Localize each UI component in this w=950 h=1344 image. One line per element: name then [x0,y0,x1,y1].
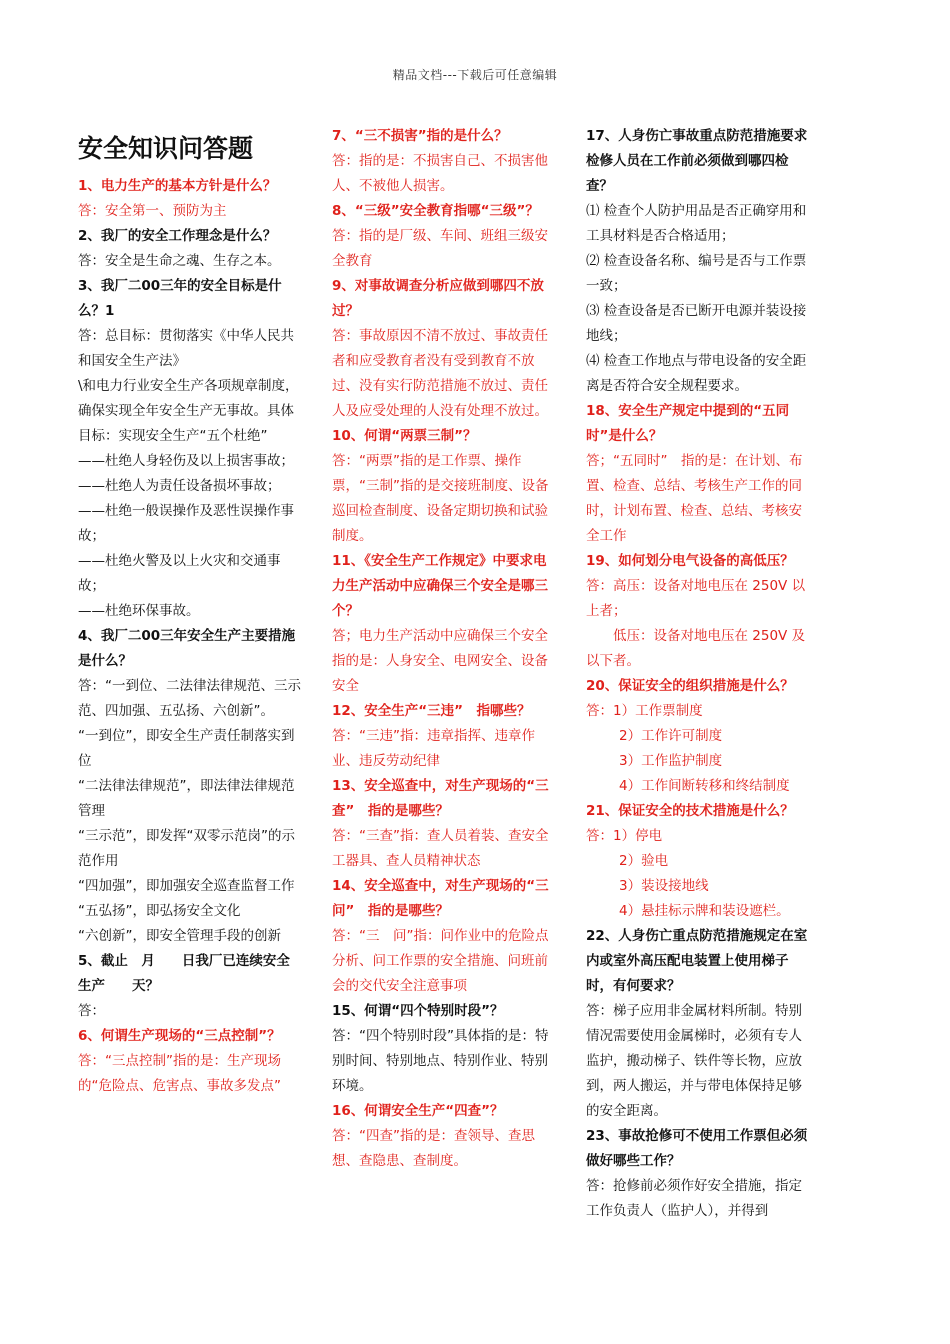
question-text: 3、我厂二00三年的安全目标是什么？1 [78,278,282,319]
question-text: 5、截止 月 日我厂已连续安全生产 天？ [78,953,290,994]
answer-text: “五弘扬”，即弘扬安全文化 [78,903,241,919]
answer-text: “三示范”，即发挥“双零示范岗”的示范作用 [78,828,295,869]
answer-text: 答：“三 问”指：问作业中的危险点分析、问工作票的安全措施、问班前会的交代安全注意事项 [332,928,549,994]
question-text: 18、安全生产规定中提到的“五同时”是什么？ [586,403,790,444]
answer-text: 答；“五同时” 指的是：在计划、布置、检查、总结、考核生产工作的同时，计划布置、检查、总结、考核安全工作 [586,453,803,544]
answer-text: 答：“三违”指：违章指挥、违章作业、违反劳动纪律 [332,728,535,769]
answer-text: 3）装设接地线 [619,878,709,894]
answer-text: 答：梯子应用非金属材料所制。特别情况需要使用金属梯时，必须有专人监护，搬动梯子、铁件等长物，应放到，两人搬运，并与带电体保持足够的安全距离。 [586,1003,802,1119]
answer-text: 答：1）工作票制度 [586,703,703,719]
answer-text: 答：高压：设备对地电压在 250V 以上者； [586,578,806,619]
answer-text: 低压：设备对地电压在 250V 及以下者。 [586,628,806,669]
answer-text: “一到位”，即安全生产责任制落实到位 [78,728,295,769]
answer-text: 4）工作间断转移和终结制度 [619,778,790,794]
question-text: 8、“三级”安全教育指哪“三级”？ [332,203,539,219]
question-text: 23、事故抢修可不使用工作票但必须做好哪些工作？ [586,1128,808,1169]
answer-text: “二法律法律规范”，即法律法律规范管理 [78,778,295,819]
answer-text: ——杜绝火警及以上火灾和交通事故； [78,553,281,594]
question-text: 4、我厂二00三年安全生产主要措施是什么？ [78,628,296,669]
question-text: 13、安全巡查中，对生产现场的“三查” 指的是哪些？ [332,778,549,819]
column-3 [586,124,811,1224]
answer-text: 3）工作监护制度 [619,753,723,769]
question-text: 7、“三不损害”指的是什么？ [332,128,508,144]
answer-text: ——杜绝人为责任设备损坏事故； [78,478,281,494]
question-text: 10、何谓“两票三制”？ [332,428,477,444]
answer-text: 答；电力生产活动中应确保三个安全指的是：人身安全、电网安全、设备安全 [332,628,548,694]
answer-text: ——杜绝人身轻伤及以上损害事故； [78,453,294,469]
answer-text: 答： [78,1003,105,1019]
answer-text: “六创新”，即安全管理手段的创新 [78,928,281,944]
answer-text: 答：指的是厂级、车间、班组三级安全教育 [332,228,548,269]
question-text: 19、如何划分电气设备的高低压？ [586,553,794,569]
document-title: 安全知识问答题 [78,134,254,163]
answer-text: \和电力行业安全生产各项规章制度，确保实现全年安全生产无事故。具体目标：实现安全生产“五个杜绝” [78,378,299,444]
answer-text: 答：“四查”指的是：查领导、查思想、查隐患、查制度。 [332,1128,535,1169]
answer-text: 答：“两票”指的是工作票、操作票，“三制”指的是交接班制度、设备巡回检查制度、设备定期切换和试验制度。 [332,453,549,544]
answer-text: ⑴ 检查个人防护用品是否正确穿用和工具材料是否合格适用； [586,203,807,244]
answer-text: 2）工作许可制度 [619,728,723,744]
question-text: 17、人身伤亡事故重点防范措施要求检修人员在工作前必须做到哪四检查？ [586,128,808,194]
question-text: 15、何谓“四个特别时段”？ [332,1003,504,1019]
page-header: 精品文档---下载后可任意编辑 [392,68,558,82]
question-text: 20、保证安全的组织措施是什么？ [586,678,794,694]
answer-text: 2）验电 [619,853,669,869]
question-text: 22、人身伤亡重点防范措施规定在室内或室外高压配电装置上使用梯子时，有何要求？ [586,928,808,994]
question-text: 21、保证安全的技术措施是什么？ [586,803,794,819]
question-text: 14、安全巡查中，对生产现场的“三问” 指的是哪些？ [332,878,549,919]
column-2 [332,124,557,1174]
answer-text: 答：“四个特别时段”具体指的是：特别时间、特别地点、特别作业、特别环境。 [332,1028,549,1094]
answer-text: ——杜绝环保事故。 [78,603,200,619]
answer-text: 答：1）停电 [586,828,663,844]
question-text: 2、我厂的安全工作理念是什么？ [78,228,277,244]
question-text: 16、何谓安全生产“四查”？ [332,1103,504,1119]
answer-text: 答：总目标：贯彻落实《中华人民共和国安全生产法》 [78,328,294,369]
answer-text: 答：抢修前必须作好安全措施，指定工作负责人（监护人），并得到 [586,1178,802,1219]
question-text: 12、安全生产“三违” 指哪些？ [332,703,531,719]
answer-text: 答：安全是生命之魂、生存之本。 [78,253,281,269]
answer-text: 答：“三点控制”指的是：生产现场的“危险点、危害点、事故多发点” [78,1053,281,1094]
answer-text: ⑵ 检查设备名称、编号是否与工作票一致； [586,253,807,294]
answer-text: ——杜绝一般误操作及恶性误操作事故； [78,503,294,544]
answer-text: 答：指的是：不损害自己、不损害他人、不被他人损害。 [332,153,548,194]
question-text: 9、对事故调查分析应做到哪四不放过？ [332,278,544,319]
answer-text: “四加强”，即加强安全巡查监督工作 [78,878,295,894]
answer-text: 答：事故原因不清不放过、事故责任者和应受教育者没有受到教育不放过、没有实行防范措施不放过、责任人及应受处理的人没有处理不放过。 [332,328,548,419]
column-1 [78,124,303,1099]
question-text: 1、电力生产的基本方针是什么？ [78,178,277,194]
answer-text: 答：“三查”指：查人员着装、查安全工器具、查人员精神状态 [332,828,549,869]
answer-text: ⑶ 检查设备是否已断开电源并装设接地线； [586,303,807,344]
question-text: 6、何谓生产现场的“三点控制”？ [78,1028,281,1044]
question-text: 11、《安全生产工作规定》中要求电力生产活动中应确保三个安全是哪三个？ [332,553,548,619]
answer-text: 4）悬挂标示牌和装设遮栏。 [619,903,790,919]
answer-text: 答：安全第一、预防为主 [78,203,227,219]
answer-text: 答：“一到位、二法律法律规范、三示范、四加强、五弘扬、六创新”。 [78,678,301,719]
answer-text: ⑷ 检查工作地点与带电设备的安全距离是否符合安全规程要求。 [586,353,807,394]
